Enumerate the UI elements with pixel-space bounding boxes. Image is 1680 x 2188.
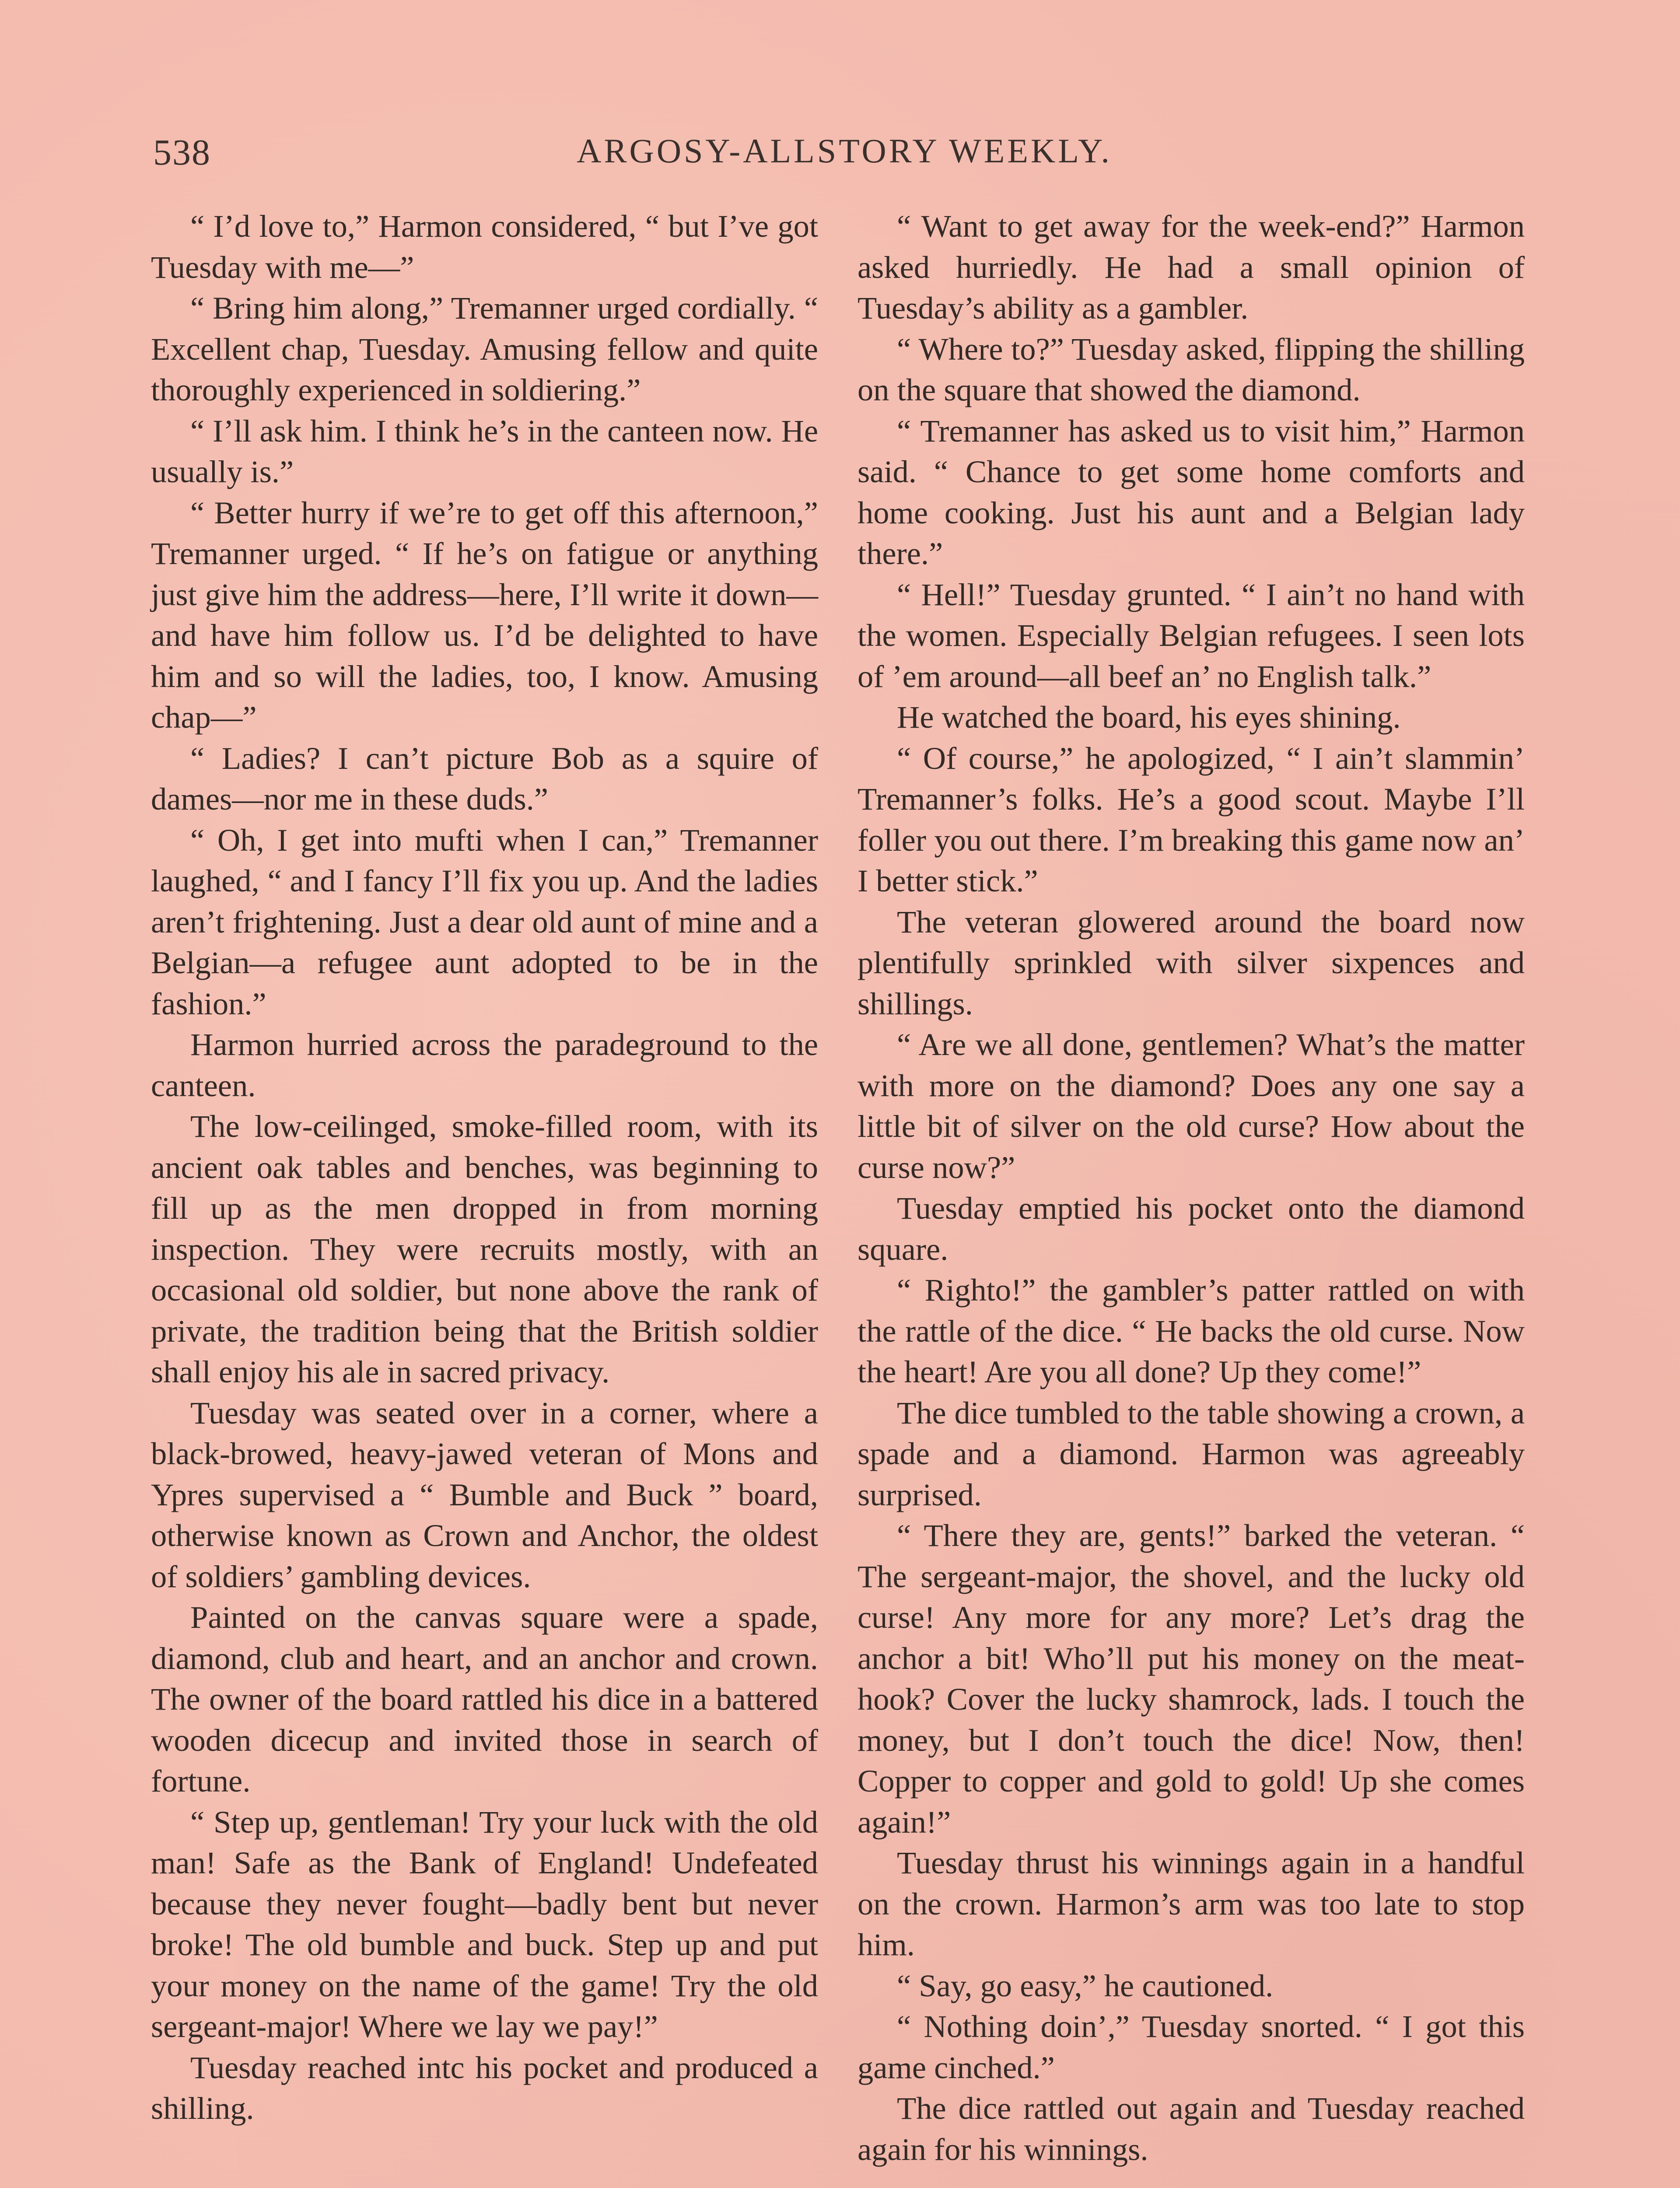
- paragraph: “ Oh, I get into mufti when I can,” Tremanner laughed, “ and I fancy I’ll fix you up. And the ladies aren’t frightening. Just a dear old aunt of mine and a Belgian—a refugee aunt adopted to be in the fashion.”: [151, 822, 818, 1021]
- paragraph: “ Better hurry if we’re to get off this afternoon,” Tremanner urged. “ If he’s on fatigue or anything just give him the address—here, I’ll write it down—and have him follow us. I’d be delighted to have him and so will the ladies, too, I know. Amusing chap—”: [151, 494, 818, 735]
- paragraph: “ Say, go easy,” he cautioned.: [897, 1967, 1274, 2003]
- page-number: 538: [153, 132, 211, 173]
- paragraph: “ I’d love to,” Harmon considered, “ but I’ve got Tuesday with me—”: [151, 208, 818, 285]
- paragraph: “ Hell!” Tuesday grunted. “ I ain’t no hand with the women. Especially Belgian refugees. I seen lots of ’em around—all beef an’ no English talk.”: [858, 576, 1525, 694]
- paragraph: “ Of course,” he apologized, “ I ain’t slammin’ Tremanner’s folks. He’s a good scout. Maybe I’ll foller you out there. I’m breaking this game now an’ I better stick.”: [858, 740, 1525, 898]
- paragraph: “ Ladies? I can’t picture Bob as a squire of dames—nor me in these duds.”: [151, 740, 818, 817]
- paragraph: Tuesday was seated over in a corner, where a black-browed, heavy-jawed veteran of Mons and Ypres supervised a “ Bumble and Buck ” board, otherwise known as Crown and Anchor, the oldest of soldiers’ gambling devices.: [151, 1395, 818, 1594]
- paragraph: The dice rattled out again and Tuesday reached again for his winnings.: [858, 2090, 1525, 2167]
- paragraph: Tuesday reached intc his pocket and produced a shilling.: [151, 2049, 818, 2126]
- paragraph: Harmon hurried across the paradeground to the canteen.: [151, 1027, 818, 1103]
- paragraph: Painted on the canvas square were a spade, diamond, club and heart, and an anchor and crown. The owner of the board rattled his dice in a battered wooden dicecup and invited those in search of fortune.: [151, 1599, 818, 1799]
- paragraph: The low-ceilinged, smoke-filled room, with its ancient oak tables and benches, was beginning to fill up as the men dropped in from morning inspection. They were recruits mostly, with an occasional old soldier, but none above the rank of private, the tradition being that the British soldier shall enjoy his ale in sacred privacy.: [151, 1108, 818, 1389]
- paragraph: “ I’ll ask him. I think he’s in the canteen now. He usually is.”: [151, 413, 818, 489]
- paragraph: “ Want to get away for the week-end?” Harmon asked hurriedly. He had a small opinion of Tuesday’s ability as a gambler.: [858, 208, 1525, 326]
- paragraph: “ Righto!” the gambler’s patter rattled on with the rattle of the dice. “ He backs the old curse. Now the heart! Are you all done? Up they come!”: [858, 1272, 1525, 1389]
- paragraph: Tuesday emptied his pocket onto the diamond square.: [858, 1190, 1525, 1267]
- paragraph: “ Nothing doin’,” Tuesday snorted. “ I got this game cinched.”: [858, 2009, 1525, 2085]
- paragraph: “ Bring him along,” Tremanner urged cordially. “ Excellent chap, Tuesday. Amusing fellow and quite thoroughly experienced in soldiering.”: [151, 290, 818, 407]
- left-column: [151, 206, 818, 2129]
- paragraph: The dice tumbled to the table showing a crown, a spade and a diamond. Harmon was agreeably surprised.: [858, 1395, 1525, 1512]
- paragraph: The veteran glowered around the board now plentifully sprinkled with silver sixpences and shillings.: [858, 904, 1525, 1021]
- page-header: [153, 131, 1536, 184]
- running-title: ARGOSY-ALLSTORY WEEKLY.: [577, 132, 1112, 170]
- paragraph: “ Tremanner has asked us to visit him,” Harmon said. “ Chance to get some home comforts and home cooking. Just his aunt and a Belgian lady there.”: [858, 413, 1525, 571]
- paragraph: “ Step up, gentleman! Try your luck with the old man! Safe as the Bank of England! Undefeated because they never fought—badly bent but never broke! The old bumble and buck. Step up and put your money on the name of the game! Try the old sergeant-major! Where we lay we pay!”: [151, 1804, 818, 2044]
- paragraph: “ Are we all done, gentlemen? What’s the matter with more on the diamond? Does any one say a little bit of silver on the old curse? How about the curse now?”: [858, 1027, 1525, 1185]
- right-column: [858, 206, 1525, 2170]
- paragraph: He watched the board, his eyes shining.: [897, 699, 1401, 735]
- paragraph: Tuesday thrust his winnings again in a handful on the crown. Harmon’s arm was too late to stop him.: [858, 1845, 1525, 1962]
- paragraph: “ There they are, gents!” barked the veteran. “ The sergeant-major, the shovel, and the lucky old curse! Any more for any more? Let’s drag the anchor a bit! Who’ll put his money on the meat-hook? Cover the lucky shamrock, lads. I touch the money, but I don’t touch the dice! Now, then! Copper to copper and gold to gold! Up she comes again!”: [858, 1518, 1525, 1840]
- paragraph: “ Where to?” Tuesday asked, flipping the shilling on the square that showed the diamond.: [858, 331, 1525, 407]
